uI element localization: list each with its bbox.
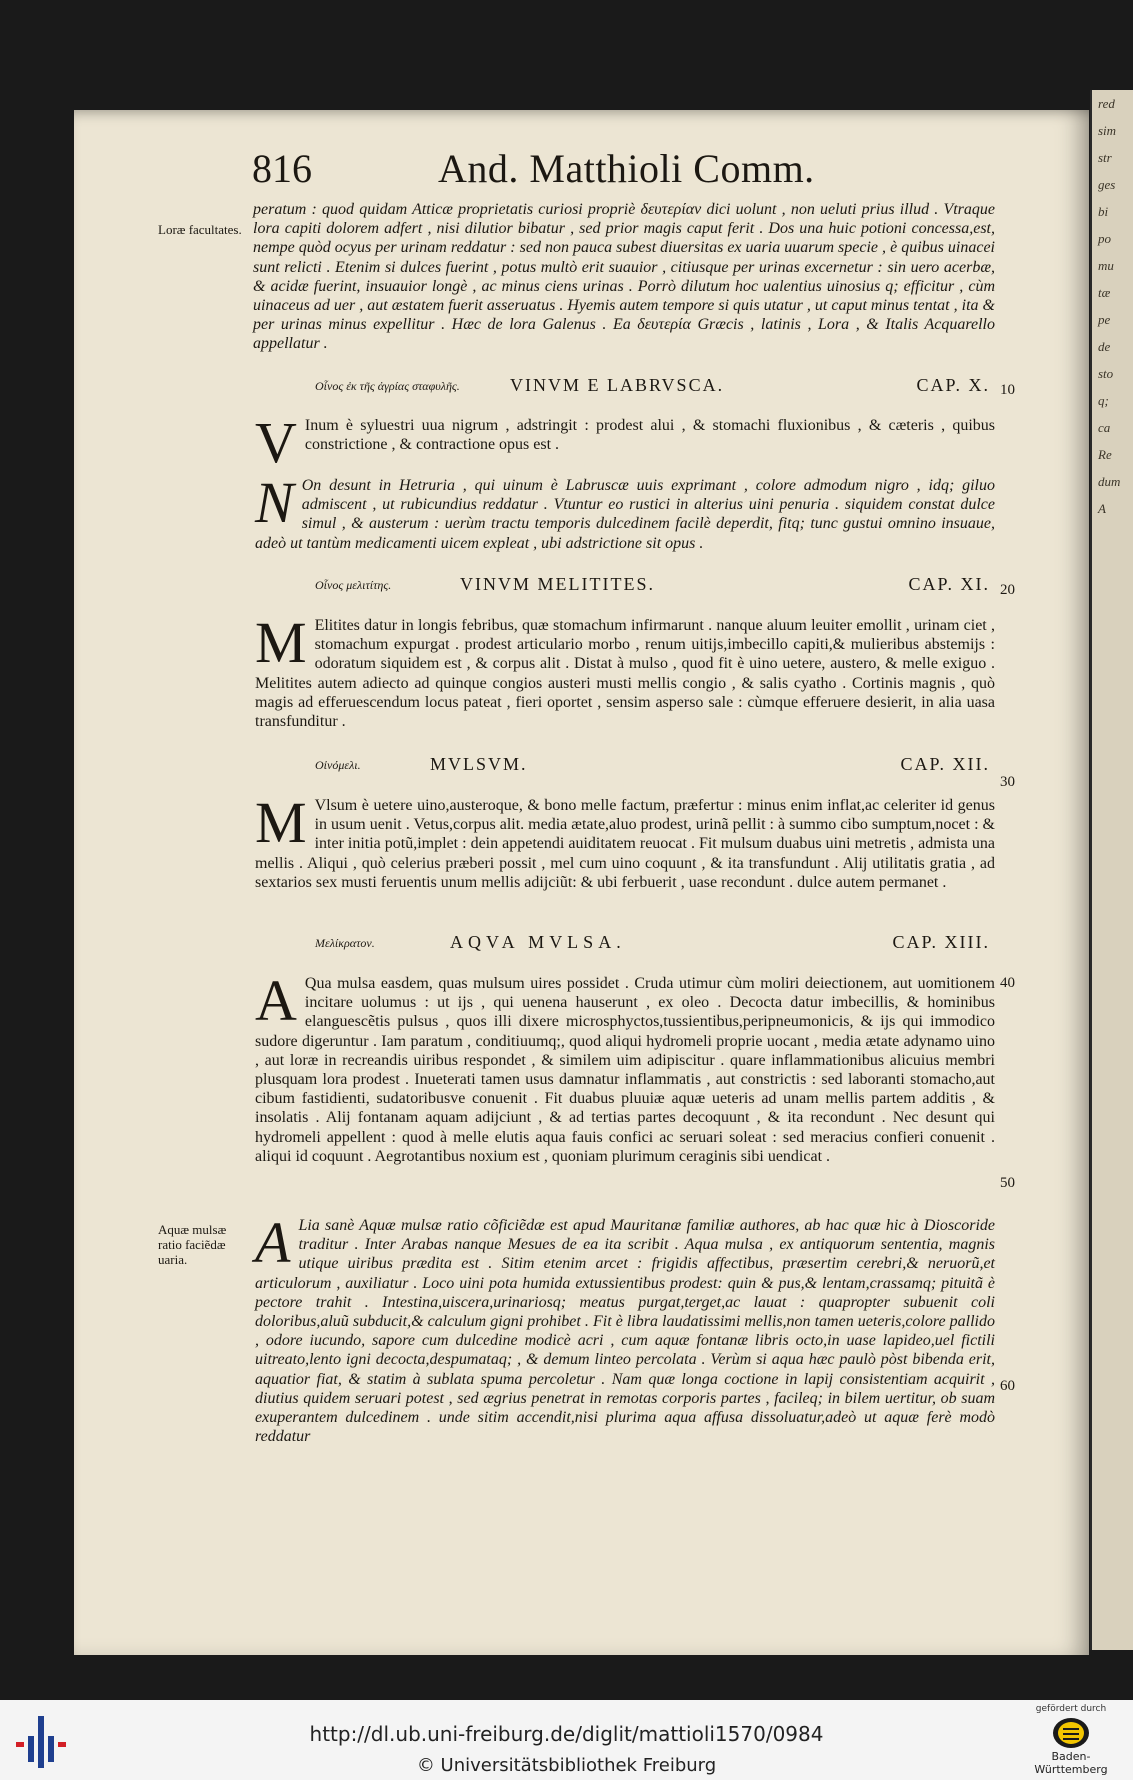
chapter-number: CAP. XI. bbox=[908, 574, 990, 594]
page-header bbox=[248, 145, 1008, 195]
drop-cap: V bbox=[255, 410, 297, 475]
chapter-greek-title: Οἰνόμελι. bbox=[315, 758, 361, 772]
sponsor-block bbox=[1021, 1704, 1121, 1778]
chapter-text-body: Inum è syluestri uua nigrum , adstringit : prodest alui , & stomachi fluxionibus , & cæteris , quibus constrictione , & contractione opus est . bbox=[304, 417, 995, 454]
chapter-text-body: Elitites datur in longis febribus, quæ stomachum infirmarunt . nanque aluum leuiter emollit , urinam ciet , stomachum expurgat . prodest articulario morbo , renum uitijs,imbecillo capiti,& mulieribus abstemijs : odoratum siquidem est , & corpus alit . Distat à mulso , quod fit è uino uetere, austero, & melle exiguo . Melitites autem adiecto ad quinque congios austeri musti mellis congio , & salis cyatho . Cortinis magnis , quò magis ad efferuescendum locus pateat , fieri oportet , sensim asperso sale : cùmque efferuere desierit, in alia uasa transfunditur . bbox=[255, 617, 995, 731]
margin-number: 10 bbox=[1000, 382, 1015, 398]
facing-page-edge: red sim str ges bi po mu tæ pe de sto q; ca Re dum A bbox=[1090, 90, 1133, 1650]
drop-cap: M bbox=[255, 790, 307, 855]
commentary-text-body: On desunt in Hetruria , qui uinum è Labruscæ uuis exprimant , colore admodum nigro , idq; giluo admiscent , ut rubicundius reddatur . Vtuntur eo rustici in alterius uini penuria . siquidem constat dulce simul , & austerum : uerùm tractu temporis dulcedinem facilè deperdit, fitq; tunc gustui omnino insuaue, adeò ut tantùm medicamenti uicem expleat , ubi adstrictione sit opus . bbox=[255, 477, 995, 552]
chapter-text bbox=[255, 790, 995, 892]
sponsor-name: Baden-Württemberg bbox=[1034, 1750, 1108, 1776]
drop-cap: N bbox=[255, 470, 294, 535]
drop-cap: A bbox=[255, 968, 297, 1033]
margin-number: 50 bbox=[1000, 1175, 1015, 1191]
chapter-heading bbox=[250, 932, 1020, 956]
drop-cap: M bbox=[255, 610, 307, 675]
viewer-footer bbox=[0, 1700, 1133, 1780]
chapter-text-body: Qua mulsa easdem, quas mulsum uires possidet . Cruda utimur cùm moliri deiectionem, aut uomitionem incitare uolumus : ut ijs , qui uenena hauserunt , ex oleo . Decocta datur imbecillis, & hominibus elanguescẽtis pulsus , quos illi dixere microsphyctos,tussientibus,peripneumonicis, & ijs qui immodico sudore digeruntur . Iam paratum , conditiuumq;, quod aliqui hydromeli proprie uocant , media ætate adynamo uino , aut loræ in recreandis uiribus respondet , & similem uim adipiscitur . quare inflammationibus alicuius membri plusquam lora prodest . Inueterati tamen usus damnatur inflammatis , aut constrictis : sed laboranti stomacho,aut cibum fastidienti, sudatoribusve conuenit . Fit duabus pluuiæ aquæ ueteris ad unam mellis partem additis , & insolatis . Alij fontanam aquam adijciunt , & ad tertias partes decoquunt , & ita recondunt . Nec desunt qui hydromeli appellent : quod à melle elutis aqua fauis confici ac seruari soleat : sed meracius confieri conuenit . aliqui id coquunt . Aegrotantibus noxium est , quoniam plurimum ceraginis sibi uendicat . bbox=[255, 975, 995, 1165]
margin-number: 20 bbox=[1000, 582, 1015, 598]
chapter-number: CAP. X. bbox=[916, 375, 990, 395]
chapter-heading bbox=[250, 754, 1020, 778]
chapter-number: CAP. XII. bbox=[900, 754, 990, 774]
intro-paragraph: peratum : quod quidam Atticæ proprietatis curiosi propriè δευτερίαν dici uolunt , non ueluti prius illud . Vtraque lora capiti dolorem adfert , nisi dilutior bibatur , sed prior magis caput ferit . Dos una huic potioni concessa,est, nempe quòd ocyus per urinam reddatur : sed non pauca subest diuersitas ex uaria uuarum specie , è quibus uinacei sunt relicti . Etenim si dulces fuerint , potus multò erit suauior , citiusque per urinas excernetur : sin uero acerbæ, & acidæ fuerint, insuauior longè , ac minus ciens urinas . Porrò dilutum hoc ualentius uinosius q; efficitur , cùm uinaceus ad uer , aut æstatem fuerit asseruatus . Hyemis autem tempore si quis utatur , ut caput minus tentat , ita & per urinas minus expellitur . Hæc de lora Galenus . Ea δευτερία Græcis , latinis , Lora , & Italis Acquarello appellatur . bbox=[253, 201, 995, 353]
sponsor-label: gefördert durch bbox=[1035, 1704, 1107, 1714]
copyright-notice: © Universitätsbibliothek Freiburg bbox=[416, 1755, 717, 1776]
chapter-text-body: Vlsum è uetere uino,austeroque, & bono melle factum, præfertur : minus enim inflat,ac celeriter id genus in usum uenit . Vetus,corpus alit. media ætate,aluo prodest, urinã pellit : à summo cibo sumptum,nocet : & inter initia potũ,implet : dein appetendi auiditatem reuocat . Fit mulsum duabus uini metretis , admista una mellis . Aliqui , quò celerius præberi possit , mel cum uino coquunt , & ita transfundunt . Alij utilitatis gratia , ad sextarios sex musti feruentis unum mellis adijciũt: & ubi ferbuerit , uase recondunt . dulce autem permanet . bbox=[255, 797, 995, 891]
chapter-title: VINVM E LABRVSCA. bbox=[510, 375, 725, 395]
margin-number: 40 bbox=[1000, 975, 1015, 991]
chapter-text bbox=[255, 968, 995, 1166]
chapter-greek-title: Οἶνος ἐκ τῆς ἀγρίας σταφυλῆς. bbox=[315, 379, 460, 393]
page-number: 816 bbox=[252, 146, 312, 191]
chapter-title: VINVM MELITITES. bbox=[460, 574, 655, 594]
chapter-text bbox=[255, 410, 995, 475]
chapter-text bbox=[255, 610, 995, 731]
commentary-text bbox=[255, 470, 995, 553]
margin-number: 30 bbox=[1000, 774, 1015, 790]
chapter-title: AQVA MVLSA. bbox=[450, 932, 626, 952]
chapter-title: MVLSVM. bbox=[430, 754, 528, 774]
commentary-text bbox=[255, 1210, 995, 1446]
commentary-text-body: Lia sanè Aquæ mulsæ ratio cõficiẽdæ est apud Mauritanæ familiæ authores, ab hac quæ hic à Dioscoride traditur . Inter Arabas nanque Mesues de ea ita scribit . Aqua mulsa , ex antiquorum sententia, magnis utique uiribus prædita est . Sitim etenim arcet : frigidis affectibus, præsertim cerebri,& neruorũ,et articulorum , auxiliatur . Loco uini pota humida extussientibus prodest: quin & pus,& lentam,crassamq; pituitã è pectore trahit . Intestina,uiscera,urinariosq; meatus purgat,terget,ac lauat : quapropter subuenit coli doloribus,aluũ subducit,& calculum gigni prohibet . Fit è libra laudatissimi mellis,non tamen ueteris,colore pallido , odore iucundo, sapore cum dulcedine modicè acri , cum aquæ fontanæ libris octo,in uase lapideo,uel fictili uitreato,lento igni decocta,despumataq; , & demum linteo percolata . Verùm si aqua hæc paulò pòst bibenda erit, aquatior fiat, & statim à sublata spuma percoletur . Nam quæ longa coctione in lapij consistentiam acquirit , diutius quidem seruari potest , sed ægrius penetrat in remotas corporis partes , facileq; in bilem uertitur, ob suam exuperantem dulcedinem . unde sitim accendit,nisi plurima aqua affusa dissoluatur,adeò ut aquæ ferè modò reddatur bbox=[255, 1217, 995, 1446]
chapter-number: CAP. XIII. bbox=[892, 932, 990, 952]
state-coat-of-arms-icon bbox=[1051, 1716, 1091, 1750]
margin-note-lorae: Loræ facultates. bbox=[158, 222, 242, 237]
running-title: And. Matthioli Comm. bbox=[438, 146, 815, 191]
chapter-greek-title: Μελίκρατον. bbox=[315, 936, 375, 950]
margin-number: 60 bbox=[1000, 1378, 1015, 1394]
chapter-greek-title: Οἶνος μελιτίτης. bbox=[315, 578, 392, 592]
chapter-heading bbox=[250, 375, 1020, 399]
margin-note-aquae: Aquæ mulsæ ratio faciẽdæ uaria. bbox=[158, 1222, 227, 1267]
drop-cap: A bbox=[255, 1210, 291, 1275]
document-url-link[interactable]: http://dl.ub.uni-freiburg.de/diglit/mattioli1570/0984 bbox=[309, 1722, 824, 1746]
chapter-heading bbox=[250, 574, 1020, 598]
